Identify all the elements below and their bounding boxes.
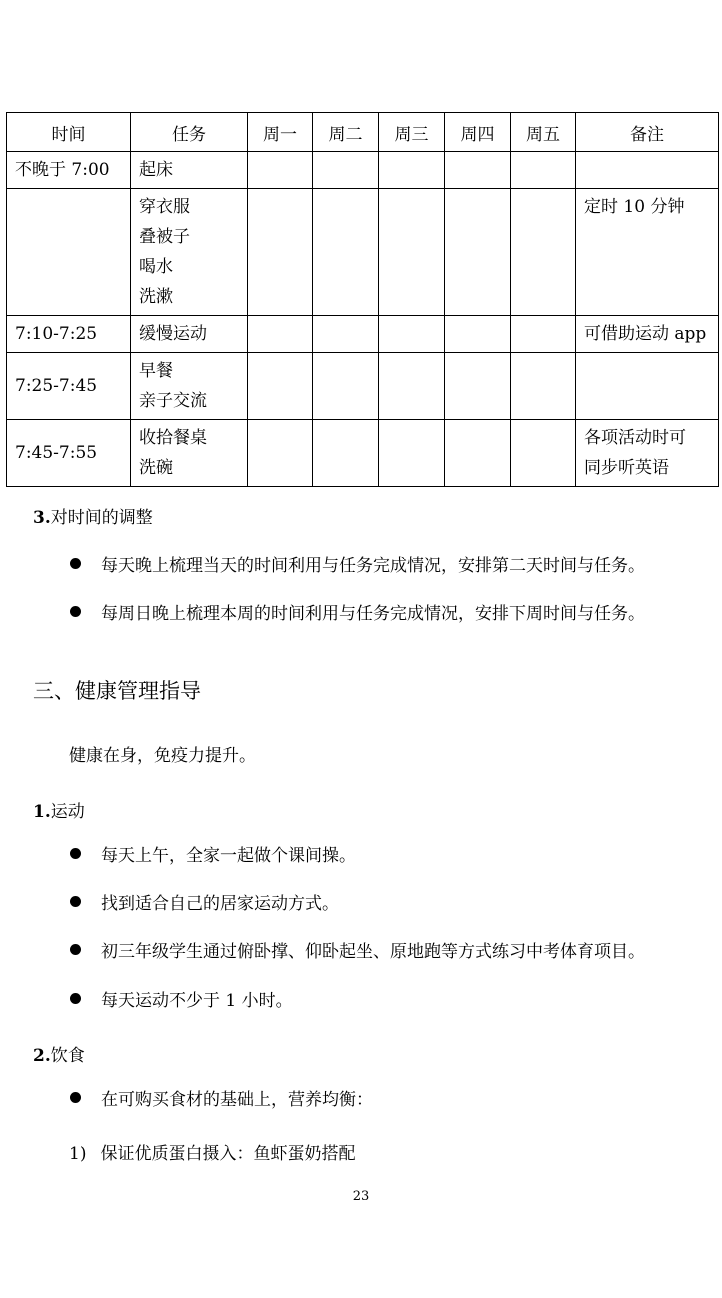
day-cell — [445, 353, 511, 420]
task-cell — [131, 152, 248, 189]
note-cell — [576, 420, 719, 487]
day-cell — [313, 152, 379, 189]
note-text: 可借助运动 app — [584, 324, 707, 344]
section-3-heading: 3.对时间的调整 — [33, 508, 153, 528]
day-cell — [445, 189, 511, 316]
day-cell — [248, 353, 313, 420]
note-text: 各项活动时可 — [584, 428, 686, 448]
task-cell — [131, 316, 248, 353]
task-item: 洗漱 — [139, 287, 173, 307]
day-cell — [511, 189, 576, 316]
table-row — [7, 353, 719, 420]
day-cell — [379, 189, 445, 316]
bullet-icon — [70, 848, 81, 859]
schedule-table — [6, 112, 719, 487]
header-note: 备注 — [576, 113, 719, 152]
table-row — [7, 420, 719, 487]
bullet-icon — [70, 896, 81, 907]
note-cell — [576, 316, 719, 353]
note-cell — [576, 152, 719, 189]
table-row — [7, 316, 719, 353]
bullet-icon — [70, 944, 81, 955]
header-thu: 周四 — [445, 113, 511, 152]
header-wed: 周三 — [379, 113, 445, 152]
day-cell — [248, 152, 313, 189]
day-cell — [313, 189, 379, 316]
header-task: 任务 — [131, 113, 248, 152]
day-cell — [313, 316, 379, 353]
task-item: 穿衣服 — [139, 197, 190, 217]
day-cell — [511, 316, 576, 353]
list-item: 每周日晚上梳理本周的时间利用与任务完成情况，安排下周时间与任务。 — [70, 599, 645, 624]
day-cell — [445, 316, 511, 353]
day-cell — [445, 420, 511, 487]
task-item: 洗碗 — [139, 458, 173, 478]
day-cell — [511, 152, 576, 189]
task-cell — [131, 353, 248, 420]
bullet-icon — [70, 1092, 81, 1103]
header-fri: 周五 — [511, 113, 576, 152]
time-cell: 7:25-7:45 — [7, 353, 131, 420]
note-cell — [576, 353, 719, 420]
bullet-icon — [70, 606, 81, 617]
exercise-heading: 1.运动 — [33, 802, 85, 822]
bullet-icon — [70, 558, 81, 569]
chapter-title: 三、健康管理指导 — [33, 679, 201, 703]
list-item: 每天晚上梳理当天的时间利用与任务完成情况，安排第二天时间与任务。 — [70, 551, 645, 576]
note-cell — [576, 189, 719, 316]
time-cell — [7, 189, 131, 316]
time-cell: 7:10-7:25 — [7, 316, 131, 353]
task-item: 叠被子 — [139, 227, 190, 247]
day-cell — [313, 353, 379, 420]
time-cell: 7:45-7:55 — [7, 420, 131, 487]
task-cell — [131, 189, 248, 316]
table-row — [7, 189, 719, 316]
table-row — [7, 152, 719, 189]
task-item: 亲子交流 — [139, 391, 207, 411]
day-cell — [313, 420, 379, 487]
task-cell — [131, 420, 248, 487]
list-item: 找到适合自己的居家运动方式。 — [70, 889, 339, 914]
header-time: 时间 — [7, 113, 131, 152]
task-item: 起床 — [139, 160, 173, 180]
list-item: 每天上午，全家一起做个课间操。 — [70, 841, 356, 866]
header-mon: 周一 — [248, 113, 313, 152]
list-item: 在可购买食材的基础上，营养均衡： — [70, 1085, 373, 1110]
task-item: 早餐 — [139, 361, 173, 381]
time-cell: 不晚于 7:00 — [7, 152, 131, 189]
day-cell — [511, 353, 576, 420]
day-cell — [511, 420, 576, 487]
day-cell — [248, 316, 313, 353]
task-item: 收拾餐桌 — [139, 428, 207, 448]
day-cell — [379, 152, 445, 189]
header-tue: 周二 — [313, 113, 379, 152]
day-cell — [379, 316, 445, 353]
numbered-item: 1) 保证优质蛋白摄入：鱼虾蛋奶搭配 — [69, 1144, 356, 1164]
day-cell — [248, 420, 313, 487]
intro-paragraph: 健康在身，免疫力提升。 — [69, 746, 256, 766]
day-cell — [379, 353, 445, 420]
list-item: 每天运动不少于 1 小时。 — [70, 986, 293, 1011]
day-cell — [445, 152, 511, 189]
day-cell — [248, 189, 313, 316]
page-number: 23 — [352, 1189, 370, 1204]
note-text: 同步听英语 — [584, 458, 669, 478]
bullet-icon — [70, 993, 81, 1004]
list-item: 初三年级学生通过俯卧撑、仰卧起坐、原地跑等方式练习中考体育项目。 — [70, 937, 645, 962]
table-header-row — [7, 113, 719, 152]
note-text: 定时 10 分钟 — [584, 197, 685, 217]
task-item: 喝水 — [139, 257, 173, 277]
task-item: 缓慢运动 — [139, 324, 207, 344]
day-cell — [379, 420, 445, 487]
diet-heading: 2.饮食 — [33, 1046, 85, 1066]
